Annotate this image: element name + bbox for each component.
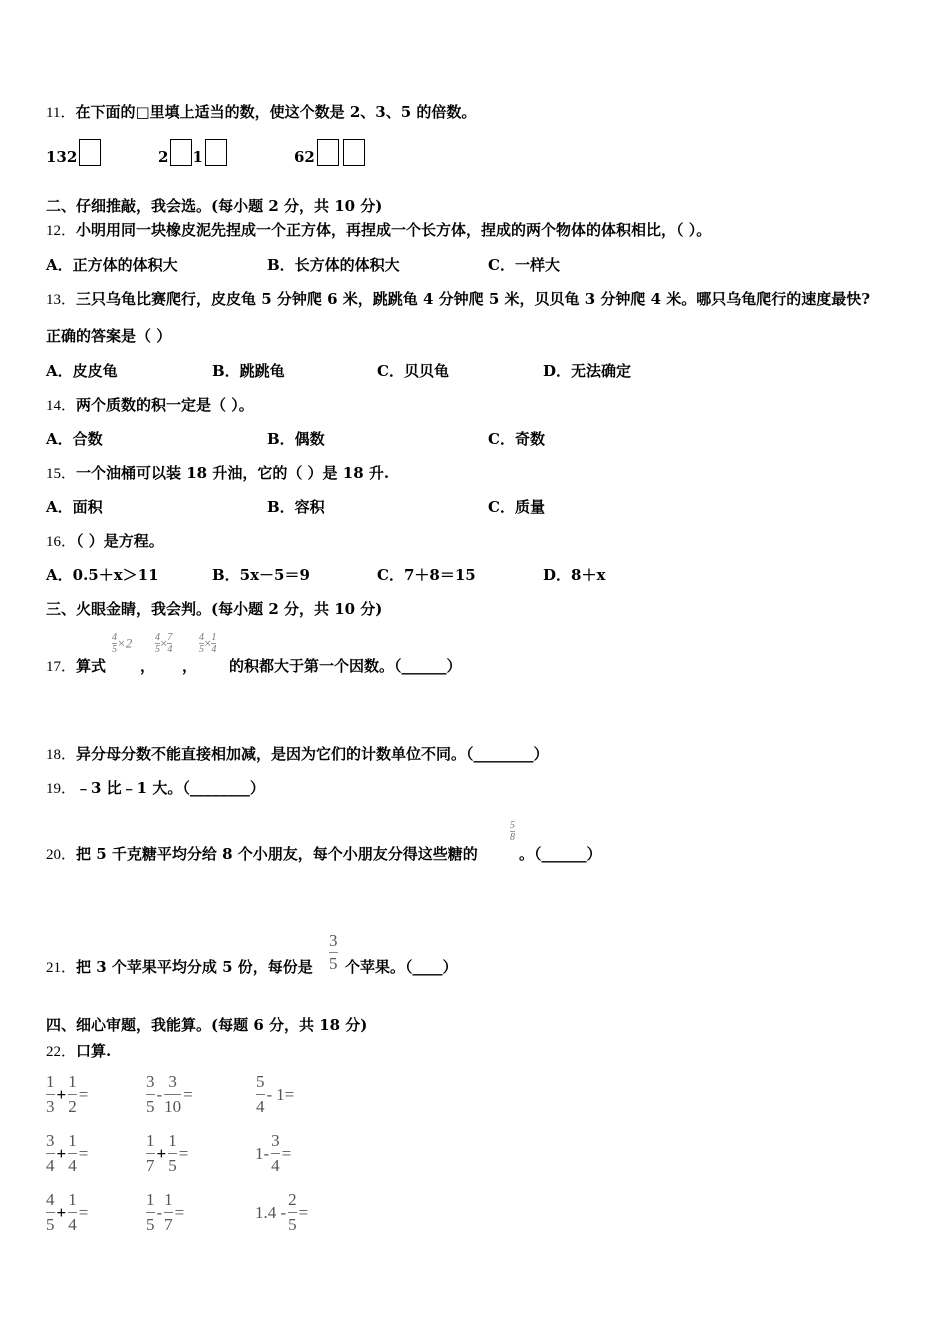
expression-tail: 1=: [276, 1084, 295, 1104]
fraction: [68, 1188, 77, 1237]
q18-stem: [46, 744, 549, 765]
numerator: 1: [146, 1131, 155, 1150]
denominator: 5: [288, 1212, 297, 1237]
q11-item-1-text: 132: [46, 148, 78, 166]
q18-text: 异分母分数不能直接相加减，是因为它们的计数单位不同。（________）: [76, 745, 549, 763]
denominator: 3: [46, 1094, 55, 1119]
equals-sign: =: [78, 1084, 89, 1104]
q19-text: ﹣3 比﹣1 大。（________）: [76, 779, 265, 797]
operator: -: [156, 1084, 163, 1104]
q20-suffix: 。（______）: [519, 845, 602, 863]
q17-stem: [46, 656, 106, 677]
q16-text: （ ）是方程。: [76, 532, 164, 550]
q16-option-c[interactable]: C．7＋8＝15: [377, 566, 476, 584]
fraction: [46, 1070, 55, 1119]
numerator: 1: [168, 1131, 177, 1150]
q16-stem: [46, 531, 164, 552]
q12-stem: [46, 220, 711, 241]
fraction: [46, 1129, 55, 1178]
calc-item: [146, 1070, 195, 1119]
denominator: 4: [256, 1094, 265, 1119]
numerator: 1: [46, 1072, 55, 1091]
calc-item: [253, 1188, 310, 1237]
q14-number: 14．: [46, 398, 77, 414]
numerator: 7: [167, 632, 173, 643]
operator: +: [156, 1143, 167, 1163]
denominator: 5: [46, 1212, 55, 1237]
denominator: 5: [112, 644, 117, 655]
denominator: 5: [199, 644, 204, 655]
fraction: [146, 1070, 155, 1119]
q12-option-a[interactable]: A．正方体的体积大: [46, 256, 178, 274]
q20-text: 把 5 千克糖平均分给 8 个小朋友，每个小朋友分得这些糖的: [76, 845, 478, 863]
q14-text: 两个质数的积一定是（ ）。: [76, 396, 254, 414]
calc-item: [146, 1188, 186, 1237]
denominator: 5: [146, 1212, 155, 1237]
q11-text: 在下面的□里填上适当的数，使这个数是 2、3、5 的倍数。: [75, 103, 477, 121]
numerator: 3: [271, 1131, 280, 1150]
numerator: 1: [68, 1072, 77, 1091]
q13-text2: 正确的答案是（ ）: [46, 327, 172, 345]
q21-fraction: [329, 930, 338, 975]
denominator: 10: [164, 1094, 181, 1119]
q13-option-d[interactable]: D．无法确定: [543, 362, 632, 380]
fraction: [271, 1129, 280, 1178]
q13-option-b[interactable]: B．跳跳龟: [212, 362, 285, 380]
q20-stem: [46, 844, 478, 865]
numerator: 1: [146, 1190, 155, 1209]
q14-option-c[interactable]: C．奇数: [488, 430, 545, 448]
fraction: [46, 1188, 55, 1237]
q21-suffix: 个苹果。（____）: [345, 958, 458, 976]
expression-lead: 1.4 -: [255, 1202, 287, 1222]
q21-stem: [46, 957, 313, 978]
q11-item-3: [294, 139, 365, 166]
q11-item-1: [46, 139, 101, 166]
q14-option-b[interactable]: B．偶数: [267, 430, 325, 448]
operator: -: [266, 1084, 273, 1104]
denominator: 4: [68, 1212, 77, 1237]
equals-sign: =: [178, 1143, 189, 1163]
numerator: 1: [164, 1190, 173, 1209]
calc-item: [253, 1129, 293, 1178]
operator: -: [156, 1202, 163, 1222]
section-3-title: 三、火眼金睛，我会判。(每小题 2 分，共 10 分): [46, 600, 383, 618]
q11-stem: [46, 102, 476, 123]
equals-sign: =: [78, 1143, 89, 1163]
q14-option-a[interactable]: A．合数: [46, 430, 103, 448]
q13-option-c[interactable]: C．贝贝龟: [377, 362, 449, 380]
q19-stem: [46, 778, 265, 799]
fraction: [68, 1129, 77, 1178]
numerator: 4: [199, 632, 204, 643]
denominator: 8: [510, 832, 515, 843]
q15-stem: [46, 463, 389, 484]
fraction: [211, 632, 216, 655]
section-4-title: 四、细心审题，我能算。(每题 6 分，共 18 分): [46, 1016, 368, 1034]
answer-box[interactable]: [79, 139, 101, 166]
fraction: [164, 1188, 173, 1237]
operator: +: [56, 1143, 67, 1163]
numerator: 3: [329, 931, 338, 950]
fraction: [288, 1188, 297, 1237]
q22-stem: [46, 1041, 111, 1062]
calc-item: [46, 1188, 90, 1237]
denominator: 4: [167, 644, 173, 655]
expression-lead: 1-: [255, 1143, 270, 1163]
q12-text: 小明用同一块橡皮泥先捏成一个正方体，再捏成一个长方体，捏成的两个物体的体积相比，（ ）。: [76, 221, 712, 239]
denominator: 5: [155, 644, 160, 655]
q13-text: 三只乌龟比赛爬行，皮皮龟 5 分钟爬 6 米，跳跳龟 4 分钟爬 5 米，贝贝龟 3 分钟爬 4 米。哪只乌龟爬行的速度最快?: [76, 290, 871, 308]
equals-sign: =: [298, 1202, 309, 1222]
q16-option-b[interactable]: B．5x－5＝9: [212, 566, 310, 584]
numerator: 3: [168, 1072, 177, 1091]
q15-option-a[interactable]: A．面积: [46, 498, 103, 516]
equals-sign: =: [78, 1202, 89, 1222]
q17-expression-1: [112, 632, 132, 655]
q17-expression-2: [155, 632, 172, 655]
numerator: 1: [211, 632, 217, 643]
denominator: 7: [146, 1153, 155, 1178]
calc-item: [146, 1129, 190, 1178]
denominator: 5: [146, 1094, 155, 1119]
q18-number: 18．: [46, 747, 77, 763]
q15-option-b[interactable]: B．容积: [267, 498, 325, 516]
q17-prefix: 算式: [76, 657, 107, 675]
denominator: 5: [168, 1153, 177, 1178]
q19-number: 19．: [46, 781, 77, 797]
q13-stem: [46, 289, 870, 310]
denominator: 4: [46, 1153, 55, 1178]
operator: +: [56, 1084, 67, 1104]
q11-item-2: [158, 139, 227, 166]
q13-option-a[interactable]: A．皮皮龟: [46, 362, 118, 380]
numerator: 4: [155, 632, 160, 643]
section-2-title: 二、仔细推敲，我会选。(每小题 2 分，共 10 分): [46, 197, 383, 215]
numerator: 4: [46, 1190, 55, 1209]
numerator: 3: [46, 1131, 55, 1150]
q16-option-a[interactable]: A．0.5＋x＞11: [46, 566, 159, 584]
operator: ×: [204, 635, 212, 651]
q17-suffix: 的积都大于第一个因数。（______）: [229, 657, 462, 675]
equals-sign: =: [174, 1202, 185, 1222]
operator: ×: [160, 635, 168, 651]
q17-sep-1: ，: [140, 657, 156, 675]
fraction: [510, 820, 515, 843]
q15-option-c[interactable]: C．质量: [488, 498, 545, 516]
denominator: 2: [68, 1094, 77, 1119]
q20-number: 20．: [46, 847, 77, 863]
q11-item-2-mid: 1: [192, 148, 203, 166]
fraction: [164, 1070, 181, 1119]
numerator: 5: [256, 1072, 265, 1091]
answer-box[interactable]: [317, 139, 339, 166]
calc-item: [256, 1070, 296, 1119]
expression-rest: ×2: [117, 635, 133, 651]
denominator: 4: [271, 1153, 280, 1178]
q14-stem: [46, 395, 254, 416]
denominator: 4: [68, 1153, 77, 1178]
q21-text: 把 3 个苹果平均分成 5 份，每份是: [76, 958, 313, 976]
calc-item: [46, 1129, 90, 1178]
q15-number: 15．: [46, 466, 77, 482]
denominator: 7: [164, 1212, 173, 1237]
fraction: [146, 1188, 155, 1237]
q11-number: 11．: [46, 105, 76, 121]
answer-box[interactable]: [205, 139, 227, 166]
fraction: [146, 1129, 155, 1178]
q11-item-2-text: 2: [158, 148, 169, 166]
numerator: 2: [288, 1190, 297, 1209]
fraction: [68, 1070, 77, 1119]
numerator: 1: [68, 1131, 77, 1150]
q16-option-d[interactable]: D．8＋x: [543, 566, 606, 584]
q16-number: 16．: [46, 534, 77, 550]
q17-expression-3: [199, 632, 216, 655]
answer-box[interactable]: [343, 139, 365, 166]
q12-option-c[interactable]: C．一样大: [488, 256, 560, 274]
q22-text: 口算.: [76, 1042, 112, 1060]
q12-option-b[interactable]: B．长方体的体积大: [267, 256, 400, 274]
fraction: [168, 1129, 177, 1178]
answer-box[interactable]: [170, 139, 192, 166]
operator: +: [56, 1202, 67, 1222]
numerator: 5: [510, 820, 515, 831]
fraction: [256, 1070, 265, 1119]
numerator: 1: [68, 1190, 77, 1209]
equals-sign: =: [183, 1084, 193, 1104]
numerator: 3: [146, 1072, 155, 1091]
q11-item-3-text: 62: [294, 148, 315, 166]
calc-item: [46, 1070, 90, 1119]
fraction: [167, 632, 172, 655]
q17-sep-2: ，: [182, 657, 198, 675]
q20-fraction: [510, 820, 515, 843]
q12-number: 12．: [46, 223, 77, 239]
q22-number: 22．: [46, 1044, 77, 1060]
q17-number: 17．: [46, 659, 77, 675]
denominator: 5: [329, 954, 338, 973]
q15-text: 一个油桶可以装 18 升油，它的（ ）是 18 升.: [76, 464, 390, 482]
q13-number: 13．: [46, 292, 77, 308]
equals-sign: =: [281, 1143, 292, 1163]
numerator: 4: [112, 632, 117, 643]
denominator: 4: [211, 644, 217, 655]
q21-number: 21．: [46, 960, 77, 976]
